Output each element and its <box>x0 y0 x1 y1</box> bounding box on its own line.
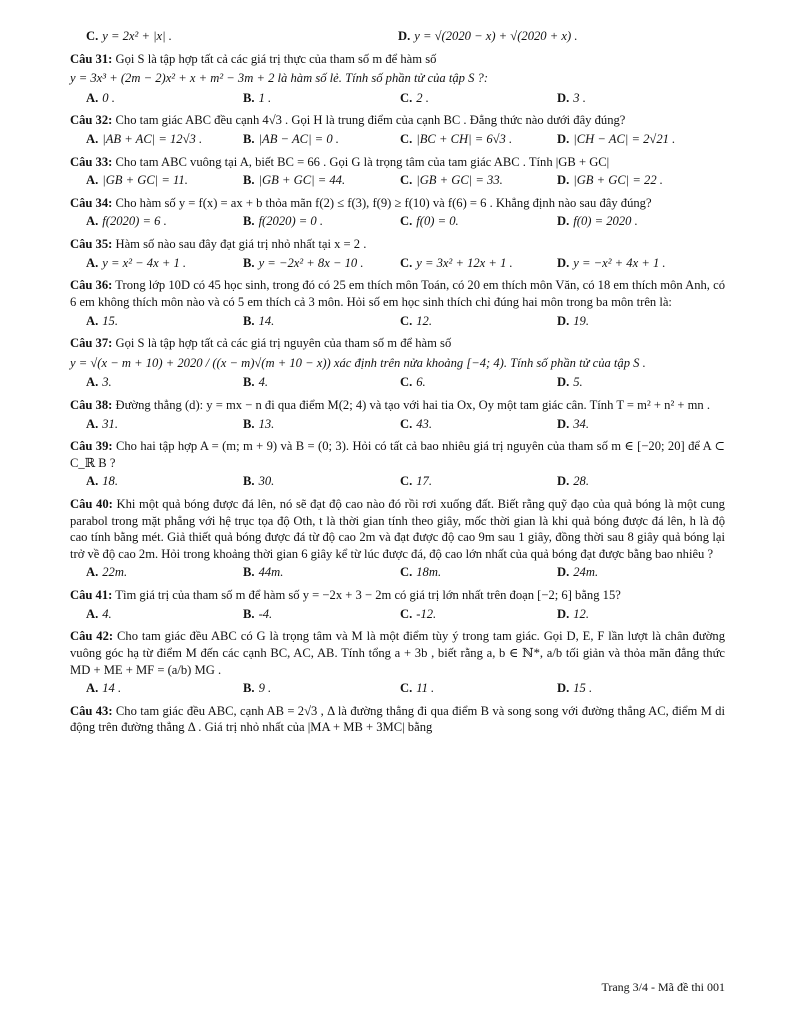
option-letter: B. <box>243 474 255 489</box>
option-text: -12. <box>416 606 437 621</box>
question-body: Gọi S là tập hợp tất cả các giá trị thực của tham số m để hàm số <box>115 51 437 66</box>
option-text: 12. <box>416 313 432 328</box>
option-letter: A. <box>86 565 99 580</box>
option-text: 0 . <box>102 90 115 105</box>
option-letter: B. <box>243 90 255 105</box>
option-text: 31. <box>102 416 118 431</box>
option-text: 14. <box>258 313 275 328</box>
answer-option <box>541 564 698 581</box>
answer-option <box>384 374 541 391</box>
answer-option <box>227 680 384 697</box>
answer-option <box>384 255 541 272</box>
option-letter: D. <box>557 313 570 328</box>
answer-option <box>70 313 227 330</box>
option-text: |CH − AC| = 2√21 . <box>573 132 676 147</box>
option-letter: C. <box>400 565 413 580</box>
option-letter: D. <box>557 606 570 621</box>
answer-options <box>70 564 725 581</box>
option-text: 13. <box>258 416 275 431</box>
option-letter: A. <box>86 90 99 105</box>
question-text <box>70 335 725 352</box>
option-text: 17. <box>416 474 432 489</box>
option-text: y = 3x² + 12x + 1 . <box>416 255 513 270</box>
answer-option <box>384 213 541 230</box>
answer-options <box>70 606 725 623</box>
option-letter: B. <box>243 173 255 188</box>
question-block <box>70 703 725 736</box>
option-text: 3. <box>102 375 112 390</box>
option-text: -4. <box>258 606 273 621</box>
answer-option <box>70 255 227 272</box>
answer-option <box>541 416 698 433</box>
answer-options <box>70 313 725 330</box>
question-body: Cho tam giác đều ABC, cạnh AB = 2√3 , Δ là đường thẳng đi qua điểm B và song song với đường thẳng AC, điểm M di động trên đường thẳng Δ . Giá trị nhỏ nhất của |MA + MB + 3MC| bằng <box>70 703 725 735</box>
question-text <box>70 236 725 253</box>
option-text: |AB − AC| = 0 . <box>258 132 339 147</box>
option-text: 4. <box>102 606 112 621</box>
answer-option <box>384 680 541 697</box>
answer-options <box>70 213 725 230</box>
answer-option <box>384 131 541 148</box>
question-label: Câu 31: <box>70 51 113 66</box>
option-letter: C. <box>400 375 413 390</box>
answer-option <box>384 416 541 433</box>
question-body: Cho tam giác đều ABC có G là trọng tâm và M là một điểm tùy ý trong tam giác. Gọi D, E, F lần lượt là chân đường vuông góc hạ từ điểm M đến các cạnh BC, AC, AB. Tính tổng a + 3b , biết rằng a, b ∈ ℕ*, a/b tối giản và thỏa mãn đẳng thức MD + ME + MF = (a/b) MG . <box>70 629 725 677</box>
option-letter: B. <box>243 214 255 229</box>
option-letter: B. <box>243 606 255 621</box>
option-letter: A. <box>86 255 99 270</box>
option-text: f(0) = 0. <box>416 214 459 229</box>
question-text <box>70 587 725 604</box>
option-letter: A. <box>86 606 99 621</box>
answer-options <box>70 416 725 433</box>
option-letter: C. <box>400 681 413 696</box>
answer-option <box>384 90 541 107</box>
option-letter: C. <box>400 214 413 229</box>
question-block <box>70 236 725 271</box>
question-label: Câu 32: <box>70 113 113 128</box>
question-body: Tìm giá trị của tham số m để hàm số y = −2x + 3 − 2m có giá trị lớn nhất trên đoạn [−2; 6] bằng 15? <box>115 588 621 603</box>
option-text: 2 . <box>416 90 429 105</box>
answer-options <box>70 374 725 391</box>
answer-option <box>70 606 227 623</box>
option-text: 15. <box>102 313 118 328</box>
question-body: Khi một quả bóng được đá lên, nó sẽ đạt độ cao nào đó rồi rơi xuống đất. Biết rằng quỹ đạo của quả bóng là một cung parabol trong mặt phẳng với hệ trục tọa độ Oth, t là thời gian tính theo giây, mốc thời gian là khi quả bóng được đá lên, h là độ cao tính bằng mét. Giả thiết quả bóng được đá từ độ cao 2m và đạt được độ cao 9m sau 1 giây, đồng thời sau 8 giây quả bóng lại trở về độ cao 2m. Hỏi trong khoảng thời gian 6 giây kể từ lúc được đá, độ cao lớn nhất của quả bóng đạt được bằng bao nhiêu ? <box>70 497 725 561</box>
option-text: 19. <box>573 313 589 328</box>
option-letter: B. <box>243 132 255 147</box>
option-text: 18m. <box>416 565 442 580</box>
answer-option <box>541 680 698 697</box>
answer-option <box>227 606 384 623</box>
answer-option <box>227 374 384 391</box>
option-c: C. y = 2x² + |x| . <box>86 29 172 43</box>
answer-option <box>227 313 384 330</box>
option-text: f(0) = 2020 . <box>573 214 638 229</box>
option-letter: D. <box>557 565 570 580</box>
question-body: Cho tam giác ABC đều cạnh 4√3 . Gọi H là trung điểm của cạnh BC . Đẳng thức nào dưới đây đúng? <box>115 113 626 128</box>
answer-options <box>70 172 725 189</box>
option-letter: D. <box>557 90 570 105</box>
answer-options <box>70 255 725 272</box>
answer-option <box>384 606 541 623</box>
option-text: 12. <box>573 606 589 621</box>
option-text: 28. <box>573 474 589 489</box>
question-label: Câu 34: <box>70 195 113 210</box>
question-text <box>70 703 725 736</box>
option-letter: D. <box>557 474 570 489</box>
question-body: Cho hàm số y = f(x) = ax + b thỏa mãn f(2) ≤ f(3), f(9) ≥ f(10) và f(6) = 6 . Khẳng định nào sau đây đúng? <box>115 195 652 210</box>
option-letter: C. <box>400 313 413 328</box>
answer-option <box>227 90 384 107</box>
option-letter: A. <box>86 132 99 147</box>
answer-option <box>227 564 384 581</box>
option-text: y = −2x² + 8x − 10 . <box>258 255 364 270</box>
question-text <box>70 277 725 310</box>
answer-option <box>384 313 541 330</box>
option-letter: D. <box>557 214 570 229</box>
answer-option <box>384 172 541 189</box>
answer-option <box>541 606 698 623</box>
question-block <box>70 112 725 147</box>
answer-option <box>70 564 227 581</box>
question-body: Cho hai tập hợp A = (m; m + 9) và B = (0; 3). Hỏi có tất cả bao nhiêu giá trị nguyên của tham số m ∈ [−20; 20] để A ⊂ C_ℝ B ? <box>70 439 725 470</box>
option-text: 30. <box>258 474 275 489</box>
option-letter: A. <box>86 214 99 229</box>
answer-option <box>227 172 384 189</box>
answer-options <box>70 90 725 107</box>
question-body: Đường thẳng (d): y = mx − n đi qua điểm M(2; 4) và tạo với hai tia Ox, Oy một tam giác cân. Tính T = m² + n² + mn . <box>115 397 711 412</box>
question-text <box>70 51 725 68</box>
question-text <box>70 496 725 562</box>
answer-option <box>227 255 384 272</box>
option-text: |GB + GC| = 22 . <box>573 173 663 188</box>
question-body: Cho tam ABC vuông tại A, biết BC = 66 . Gọi G là trọng tâm của tam giác ABC . Tính |GB + GC| <box>115 154 610 169</box>
answer-option <box>227 416 384 433</box>
question-body: Trong lớp 10D có 45 học sinh, trong đó có 25 em thích môn Toán, có 20 em thích môn Văn, có 18 em thích môn Anh, có 6 em không thích môn nào và có 5 em thích cả 3 môn. Hỏi số em học sinh thích chỉ đúng hai môn trong ba môn trên là: <box>70 278 725 309</box>
option-text: 18. <box>102 474 118 489</box>
answer-option <box>384 473 541 490</box>
option-text: f(2020) = 6 . <box>102 214 167 229</box>
question-block <box>70 438 725 490</box>
option-letter: A. <box>86 416 99 431</box>
answer-options <box>70 680 725 697</box>
question-block <box>70 587 725 622</box>
answer-option <box>384 564 541 581</box>
option-text: 15 . <box>573 681 593 696</box>
question-label: Câu 39: <box>70 439 113 454</box>
question-block <box>70 195 725 230</box>
option-text: |GB + GC| = 44. <box>258 173 346 188</box>
option-letter: C. <box>400 474 413 489</box>
question-label: Câu 40: <box>70 497 113 512</box>
option-text: y = −x² + 4x + 1 . <box>573 255 666 270</box>
option-letter: C. <box>400 416 413 431</box>
question-text <box>70 195 725 212</box>
option-letter: C. <box>400 606 413 621</box>
question-label: Câu 41: <box>70 588 113 603</box>
option-text: 9 . <box>258 681 272 696</box>
option-text: 22m. <box>102 565 128 580</box>
question-text <box>70 628 725 678</box>
option-text: |GB + GC| = 33. <box>416 173 503 188</box>
option-letter: B. <box>243 313 255 328</box>
answer-option <box>227 213 384 230</box>
option-letter: D. <box>557 416 570 431</box>
option-letter: B. <box>243 681 255 696</box>
answer-option <box>541 172 698 189</box>
answer-options <box>70 131 725 148</box>
question-text <box>70 397 725 414</box>
answer-option <box>70 374 227 391</box>
option-text: 1 . <box>258 90 272 105</box>
answer-option <box>70 131 227 148</box>
option-letter: B. <box>243 255 255 270</box>
answer-option <box>70 680 227 697</box>
question-text <box>70 438 725 471</box>
option-text: 14 . <box>102 681 122 696</box>
question-formula: y = √(x − m + 10) + 2020 / ((x − m)√(m + 10 − x)) xác định trên nửa khoảng [−4; 4). Tính số phần tử của tập S . <box>70 355 646 370</box>
answer-option <box>541 131 698 148</box>
option-letter: C. <box>400 90 413 105</box>
option-text: 24m. <box>573 565 599 580</box>
question-label: Câu 35: <box>70 237 113 252</box>
option-text: |AB + AC| = 12√3 . <box>102 132 203 147</box>
option-letter: A. <box>86 313 99 328</box>
option-d: D. y = √(2020 − x) + √(2020 + x) . <box>398 29 578 43</box>
option-text: |BC + CH| = 6√3 . <box>416 132 513 147</box>
option-letter: B. <box>243 375 255 390</box>
answer-option <box>70 172 227 189</box>
answer-option <box>541 213 698 230</box>
option-letter: D. <box>557 375 570 390</box>
option-letter: D. <box>557 132 570 147</box>
option-letter: B. <box>243 565 255 580</box>
question-block <box>70 277 725 329</box>
question-body: Gọi S là tập hợp tất cả các giá trị nguyên của tham số m để hàm số <box>115 336 452 351</box>
option-letter: B. <box>243 416 255 431</box>
question-label: Câu 37: <box>70 336 113 351</box>
option-text: 3 . <box>573 90 586 105</box>
answer-option <box>227 131 384 148</box>
answer-option <box>541 374 698 391</box>
question-block <box>70 496 725 581</box>
answer-option <box>541 90 698 107</box>
option-text: 34. <box>573 416 589 431</box>
question-block <box>70 397 725 432</box>
page-footer: Trang 3/4 - Mã đề thi 001 <box>601 980 725 995</box>
option-letter: A. <box>86 173 99 188</box>
question-list <box>70 51 725 736</box>
question-body: Hàm số nào sau đây đạt giá trị nhỏ nhất tại x = 2 . <box>115 237 367 252</box>
option-letter: A. <box>86 375 99 390</box>
answer-options <box>70 473 725 490</box>
question-label: Câu 38: <box>70 397 113 412</box>
option-letter: A. <box>86 681 99 696</box>
answer-option <box>227 473 384 490</box>
question-text <box>70 112 725 129</box>
exam-page <box>70 10 725 1014</box>
option-letter: C. <box>400 132 413 147</box>
question-formula: y = 3x³ + (2m − 2)x² + x + m² − 3m + 2 là hàm số lẻ. Tính số phần tử của tập S ?: <box>70 71 489 86</box>
option-text: 11 . <box>416 681 435 696</box>
option-letter: C. <box>400 173 413 188</box>
option-text: y = x² − 4x + 1 . <box>102 255 187 270</box>
question-block <box>70 628 725 696</box>
question-block <box>70 335 725 391</box>
option-text: 5. <box>573 375 583 390</box>
question-label: Câu 43: <box>70 703 113 718</box>
option-letter: C. <box>400 255 413 270</box>
question-30-options <box>70 28 725 45</box>
question-label: Câu 33: <box>70 154 113 169</box>
question-label: Câu 42: <box>70 629 114 644</box>
option-text: 6. <box>416 375 426 390</box>
answer-option <box>541 473 698 490</box>
option-letter: D. <box>557 173 570 188</box>
answer-option <box>541 313 698 330</box>
option-letter: D. <box>557 681 570 696</box>
option-text: 4. <box>258 375 269 390</box>
answer-option <box>70 473 227 490</box>
question-block <box>70 51 725 107</box>
option-letter: D. <box>557 255 570 270</box>
question-block <box>70 154 725 189</box>
question-label: Câu 36: <box>70 278 113 293</box>
answer-option <box>541 255 698 272</box>
answer-option <box>70 213 227 230</box>
answer-option <box>70 90 227 107</box>
option-text: 44m. <box>258 565 284 580</box>
option-text: f(2020) = 0 . <box>258 214 324 229</box>
question-text <box>70 154 725 171</box>
answer-option <box>70 416 227 433</box>
option-text: |GB + GC| = 11. <box>102 173 188 188</box>
option-text: 43. <box>416 416 432 431</box>
option-letter: A. <box>86 474 99 489</box>
